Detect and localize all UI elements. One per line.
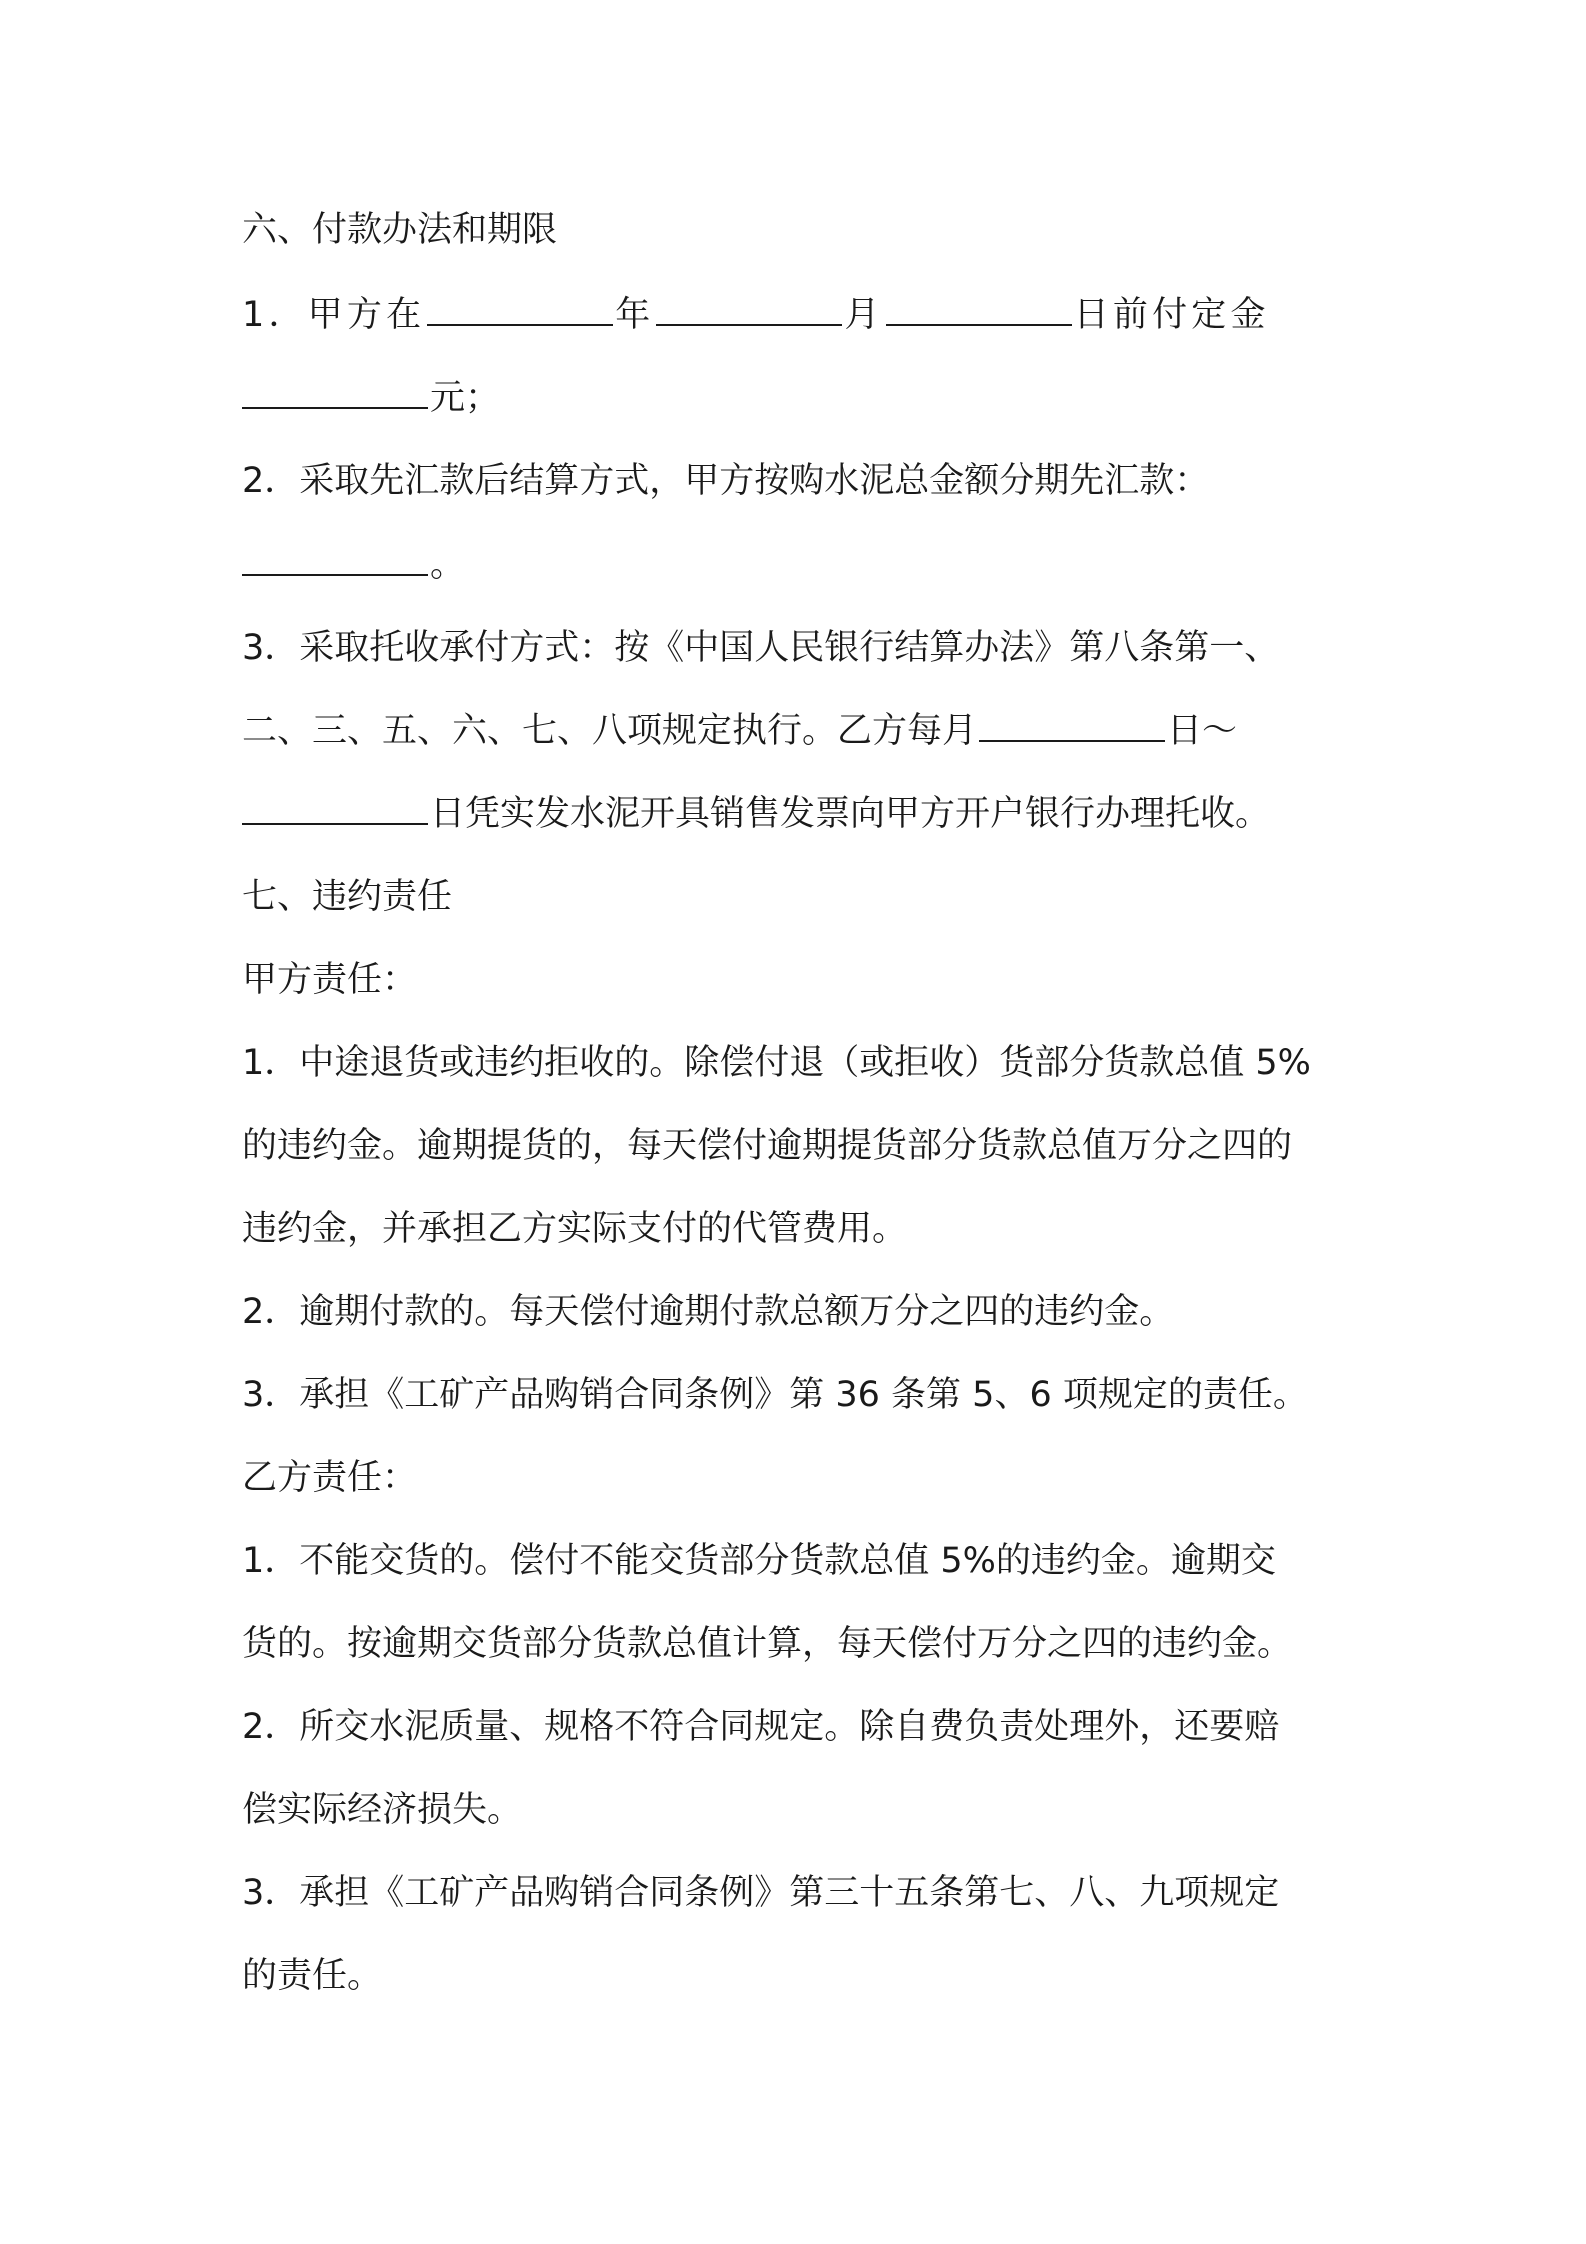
blank-installment (242, 540, 428, 576)
payment-item-1-text-a: 1．甲方在 (242, 295, 426, 335)
payment-item-2-line-2 (242, 540, 1352, 590)
payment-item-3-line-2 (242, 706, 1352, 756)
section-heading-liability: 七、违约责任 (242, 877, 453, 917)
blank-year (427, 290, 613, 326)
payment-item-2-line-1: 2．采取先汇款后结算方式，甲方按购水泥总金额分期先汇款： (242, 461, 1210, 501)
party-b-item-3-line-1: 3．承担《工矿产品购销合同条例》第三十五条第七、八、九项规定 (242, 1873, 1280, 1913)
party-a-item-1-line-3: 违约金，并承担乙方实际支付的代管费用。 (242, 1209, 908, 1249)
payment-item-1-text-e: 元； (430, 378, 501, 418)
party-a-title: 甲方责任： (242, 960, 418, 1000)
payment-item-1-text-c: 月 (844, 295, 884, 335)
blank-deposit-amount (242, 373, 428, 409)
payment-item-1-text-b: 年 (615, 295, 655, 335)
party-a-item-1-line-2: 的违约金。逾期提货的，每天偿付逾期提货部分货款总值万分之四的 (242, 1126, 1293, 1166)
payment-item-3-text-a: 二、三、五、六、七、八项规定执行。乙方每月 (242, 711, 978, 751)
blank-day (886, 290, 1072, 326)
payment-item-3-text-b: 日～ (1167, 711, 1238, 751)
payment-item-1-line-2 (242, 373, 1352, 423)
blank-day-start (979, 706, 1165, 742)
section-heading-payment: 六、付款办法和期限 (242, 210, 558, 250)
party-a-item-3: 3．承担《工矿产品购销合同条例》第 36 条第 5、6 项规定的责任。 (242, 1375, 1308, 1415)
blank-day-end (242, 789, 428, 825)
party-b-item-3-line-2: 的责任。 (242, 1956, 383, 1996)
payment-item-3-line-3 (242, 789, 1352, 839)
party-b-item-2-line-1: 2．所交水泥质量、规格不符合同规定。除自费负责处理外，还要赔 (242, 1707, 1280, 1747)
party-b-title: 乙方责任： (242, 1458, 418, 1498)
payment-item-3-text-c: 日凭实发水泥开具销售发票向甲方开户银行办理托收。 (430, 794, 1271, 834)
payment-item-1-text-d: 日前付定金 (1073, 295, 1270, 335)
payment-item-3-line-1: 3．采取托收承付方式：按《中国人民银行结算办法》第八条第一、 (242, 628, 1280, 668)
payment-item-1-line-1 (242, 290, 1352, 340)
party-b-item-1-line-1: 1．不能交货的。偿付不能交货部分货款总值 5%的违约金。逾期交 (242, 1541, 1276, 1581)
party-a-item-1-line-1: 1．中途退货或违约拒收的。除偿付退（或拒收）货部分货款总值 5% (242, 1043, 1311, 1083)
party-b-item-1-line-2: 货的。按逾期交货部分货款总值计算，每天偿付万分之四的违约金。 (242, 1624, 1293, 1664)
party-b-item-2-line-2: 偿实际经济损失。 (242, 1790, 523, 1830)
payment-item-2-text-b: 。 (430, 545, 466, 585)
blank-month (656, 290, 842, 326)
party-a-item-2: 2．逾期付款的。每天偿付逾期付款总额万分之四的违约金。 (242, 1292, 1175, 1332)
